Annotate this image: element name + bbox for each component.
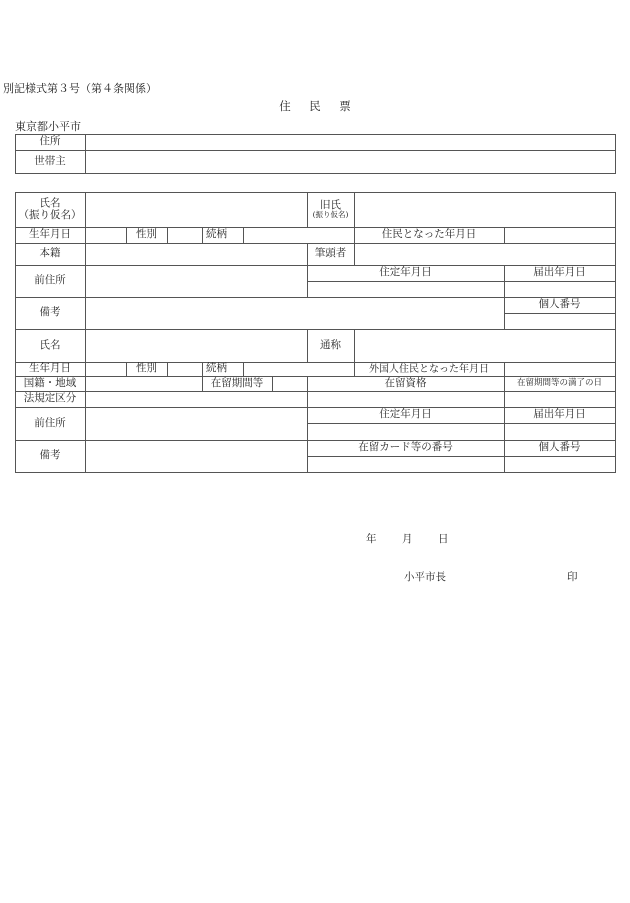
- foreign-birthdate-label: 生年月日: [29, 362, 71, 375]
- foreign-notification-date-label: 届出年月日: [533, 408, 586, 421]
- year-label: 年: [366, 533, 377, 545]
- foreign-personal-number-field[interactable]: [505, 457, 615, 472]
- previous-address-label: 前住所: [34, 274, 66, 287]
- relationship-field[interactable]: [244, 228, 354, 243]
- period-of-stay-field[interactable]: [273, 377, 307, 391]
- foreign-name-field[interactable]: [86, 330, 307, 362]
- foreign-notification-date-field[interactable]: [505, 424, 615, 440]
- relationship-label: 続柄: [206, 228, 227, 241]
- day-label: 日: [438, 533, 449, 545]
- head-of-family-field[interactable]: [355, 244, 615, 265]
- domicile-field[interactable]: [86, 244, 307, 265]
- name-label-cell: [15, 192, 85, 227]
- issue-date: [366, 531, 474, 546]
- foreign-previous-address-field[interactable]: [86, 408, 307, 440]
- period-of-stay-label: 在留期間等: [210, 376, 264, 389]
- foreign-residence-date-label: 住定年月日: [379, 408, 432, 421]
- municipality-name: 東京都小平市: [15, 120, 81, 133]
- householder-label: 世帯主: [34, 154, 66, 167]
- notification-date-field[interactable]: [505, 282, 615, 297]
- gender-label: 性別: [136, 228, 157, 241]
- birthdate-label: 生年月日: [29, 228, 71, 241]
- period-expiry-field[interactable]: [505, 392, 615, 407]
- domicile-label: 本籍: [39, 247, 61, 260]
- foreign-relationship-field[interactable]: [244, 363, 354, 376]
- seal-mark: 印: [567, 571, 578, 583]
- table-border: [615, 192, 616, 473]
- personal-number-field[interactable]: [505, 314, 615, 329]
- status-of-residence-label: 在留資格: [384, 376, 427, 389]
- alias-label: 通称: [320, 338, 341, 351]
- foreign-gender-field[interactable]: [168, 363, 202, 376]
- former-name-label: 旧氏: [320, 198, 341, 211]
- householder-field[interactable]: [86, 151, 615, 173]
- became-foreign-resident-field[interactable]: [505, 363, 615, 376]
- document-title: [270, 98, 360, 114]
- table-border: [15, 173, 616, 174]
- former-name-kana-label: (振り仮名): [312, 210, 349, 220]
- title-char: 住: [279, 99, 291, 113]
- foreign-previous-address-label: 前住所: [34, 416, 66, 429]
- birthdate-field[interactable]: [86, 228, 126, 243]
- address-field[interactable]: [86, 135, 615, 150]
- nationality-label: 国籍・地域: [23, 376, 77, 389]
- personal-number-label: 個人番号: [538, 298, 581, 311]
- remarks-field[interactable]: [86, 298, 504, 329]
- title-char: 民: [309, 99, 321, 113]
- foreign-residence-date-field[interactable]: [308, 424, 504, 440]
- became-resident-field[interactable]: [505, 228, 615, 243]
- residence-date-label: 住定年月日: [379, 266, 432, 279]
- period-expiry-label: 在留期間等の満了の日: [516, 377, 602, 388]
- address-label: 住所: [39, 135, 61, 148]
- name-label: 氏名: [39, 196, 61, 209]
- residence-card-number-field[interactable]: [308, 457, 504, 472]
- foreign-relationship-label: 続柄: [206, 362, 227, 375]
- former-name-field[interactable]: [355, 193, 615, 227]
- foreign-remarks-label: 備考: [39, 449, 61, 462]
- foreign-gender-label: 性別: [136, 362, 157, 375]
- became-foreign-resident-label: 外国人住民となった年月日: [369, 363, 489, 375]
- table-border: [15, 472, 616, 473]
- former-name-label-cell: [307, 192, 354, 227]
- remarks-label: 備考: [39, 306, 61, 319]
- foreign-name-label: 氏名: [39, 338, 61, 351]
- legal-category-field[interactable]: [86, 392, 307, 407]
- legal-category-label: 法規定区分: [23, 392, 77, 405]
- table-border: [615, 134, 616, 174]
- became-resident-label: 住民となった年月日: [381, 228, 477, 241]
- residence-date-field[interactable]: [308, 282, 504, 297]
- foreign-birthdate-field[interactable]: [86, 363, 126, 376]
- foreign-personal-number-label: 個人番号: [538, 441, 581, 454]
- mayor-title: 小平市長: [404, 571, 446, 583]
- name-kana-label: （振り仮名）: [18, 208, 82, 221]
- nationality-field[interactable]: [86, 377, 202, 391]
- name-field[interactable]: [86, 193, 307, 227]
- foreign-remarks-field[interactable]: [86, 441, 307, 472]
- notification-date-label: 届出年月日: [533, 266, 586, 279]
- status-of-residence-field[interactable]: [308, 392, 504, 407]
- gender-field[interactable]: [168, 228, 202, 243]
- month-label: 月: [402, 533, 413, 545]
- form-reference: 別記様式第３号（第４条関係）: [3, 82, 157, 95]
- head-of-family-label: 筆頭者: [314, 247, 347, 260]
- previous-address-field[interactable]: [86, 266, 307, 297]
- residence-card-number-label: 在留カード等の番号: [358, 441, 453, 454]
- alias-field[interactable]: [355, 330, 615, 362]
- title-char: 票: [339, 99, 351, 113]
